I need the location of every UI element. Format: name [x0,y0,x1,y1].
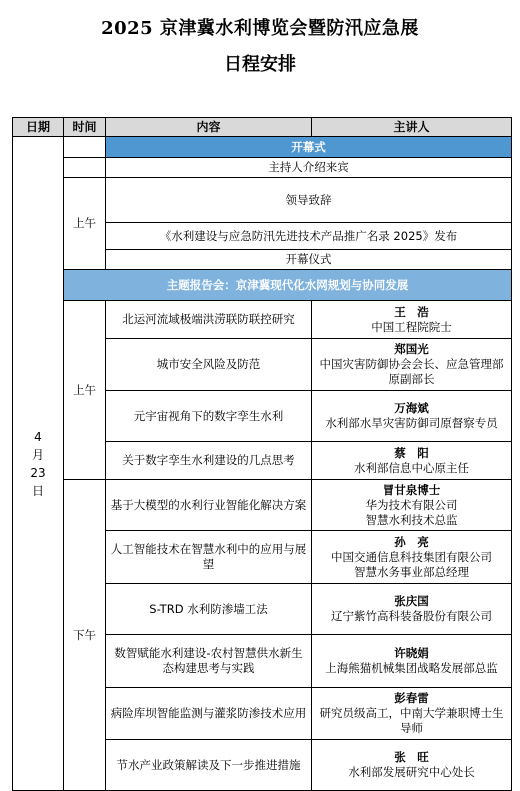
talk-topic: 元宇宙视角下的数字孪生水利 [106,391,312,442]
speaker-title: 华为技术有限公司 智慧水利技术总监 [365,497,458,527]
speaker-title: 水利部发展研究中心处长 [348,765,475,779]
speaker-cell [312,442,512,480]
time-cell-morning: 上午 [64,301,106,480]
date-day-char: 日 [31,483,44,498]
speaker-name: 张 旺 [394,750,429,764]
table-row [13,301,512,339]
speaker-cell [312,391,512,442]
opening-item: 主持人介绍来宾 [106,158,512,178]
speaker-title: 辽宁紫竹高科装备股份有限公司 [331,609,492,623]
speaker-cell [312,740,512,791]
time-cell-morning-opening: 上午 [64,178,106,270]
speaker-name: 王 浩 [394,304,429,319]
talk-topic: 关于数字孪生水利建设的几点思考 [106,442,312,480]
speaker-title: 中国工程院院士 [371,319,452,334]
talk-topic: 基于大模型的水利行业智能化解决方案 [106,480,312,531]
speaker-cell [312,531,512,584]
opening-item: 领导致辞 [106,178,512,223]
speaker-title: 中国灾害防御协会会长、应急管理部原副部长 [319,357,504,386]
speaker-title: 研究员级高工，中南大学兼职博士生导师 [319,706,504,735]
date-month-num: 4 [34,429,42,444]
speaker-name: 彭春雷 [394,691,429,705]
time-cell-afternoon: 下午 [64,480,106,791]
speaker-cell [312,301,512,339]
table-header-row [13,118,512,137]
list-item [13,158,512,178]
column-header-time: 时间 [64,118,106,137]
schedule-table [12,117,512,791]
opening-band-row [13,137,512,158]
forum-band-row [13,270,512,301]
talk-topic: 城市安全风险及防范 [106,339,312,391]
speaker-cell [312,339,512,391]
document-subtitle: 日程安排 [224,54,296,75]
speaker-title: 上海熊猫机械集团战略发展部总监 [325,661,498,675]
date-month-char: 月 [31,447,44,462]
forum-band: 主题报告会：京津冀现代化水网规划与协同发展 [64,270,512,301]
talk-topic: 节水产业政策解读及下一步推进措施 [106,740,312,791]
talk-topic: S-TRD 水利防渗墙工法 [106,584,312,635]
column-header-date: 日期 [13,118,64,137]
speaker-name: 万海斌 [394,401,429,415]
speaker-title: 水利部信息中心原主任 [354,460,469,475]
column-header-content: 内容 [106,118,312,137]
column-header-speaker: 主讲人 [312,118,512,137]
speaker-title: 水利部水旱灾害防御司原督察专员 [325,416,498,430]
document-title: 2025 京津冀水利博览会暨防汛应急展 [101,18,419,39]
opening-item: 《水利建设与应急防汛先进技术产品推广名录 2025》发布 [106,223,512,250]
date-cell [13,137,64,791]
speaker-title: 中国交通信息科技集团有限公司 智慧水务事业部总经理 [331,549,492,579]
table-row [13,480,512,531]
speaker-cell [312,480,512,531]
speaker-name: 蔡 阳 [394,445,429,460]
speaker-cell [312,688,512,740]
speaker-name: 张庆国 [394,594,429,608]
talk-topic: 人工智能技术在智慧水利中的应用与展望 [106,531,312,584]
speaker-cell [312,635,512,688]
talk-topic: 北运河流域极端洪涝联防联控研究 [106,301,312,339]
speaker-name: 孙 亮 [394,534,429,549]
opening-item: 开幕仪式 [106,250,512,270]
date-day-num: 23 [30,465,46,480]
list-item [13,178,512,223]
talk-topic: 病险库坝智能监测与灌浆防渗技术应用 [106,688,312,740]
speaker-name: 冒甘泉博士 [382,482,441,497]
opening-band: 开幕式 [106,137,512,158]
speaker-name: 郑国光 [394,342,429,356]
speaker-cell [312,584,512,635]
speaker-name: 许晓娟 [394,646,429,660]
talk-topic: 数智赋能水利建设-农村智慧供水新生态构建思考与实践 [106,635,312,688]
